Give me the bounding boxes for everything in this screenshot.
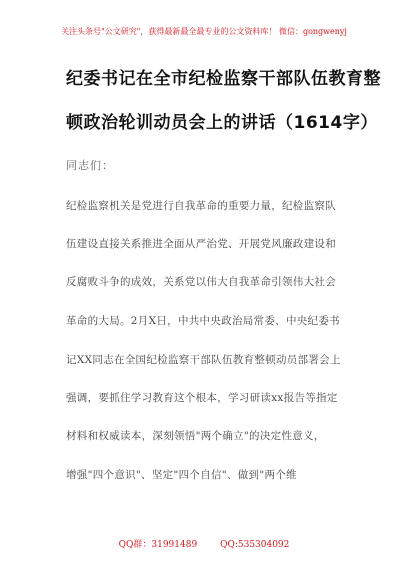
body-line: 记XX同志在全国纪检监察干部队伍教育整顿动员部署会上 bbox=[66, 354, 341, 366]
document-title-line-1: 纪委书记在全市纪检监察干部队伍教育整 bbox=[66, 69, 381, 89]
body-line: 增强"四个意识"、坚定"四个自信"、做到"两个维 bbox=[66, 469, 297, 481]
body-line: 伍建设直接关系推进全面从严治党、开展党风廉政建设和 bbox=[66, 238, 336, 250]
document-title-line-2: 顿政治轮训动员会上的讲话（1614字） bbox=[66, 113, 378, 133]
body-line: 材料和权威读本，深刻领悟"两个确立"的决定性意义， bbox=[66, 430, 325, 442]
footer-qq-number: QQ:535304092 bbox=[220, 540, 290, 550]
footer-contact bbox=[0, 537, 408, 550]
body-line: 反腐败斗争的成效，关系党以伟大自我革命引领伟大社会 bbox=[66, 276, 336, 288]
salutation: 同志们： bbox=[66, 159, 114, 172]
body-line: 强调，要抓住学习教育这个根本，学习研读xx报告等指定 bbox=[66, 392, 338, 404]
header-promo-note: 关注头条号"公文研究"，获得最新最全最专业的公文资料库！ 微信：gongwenyj bbox=[61, 27, 347, 36]
body-line: 纪检监察机关是党进行自我革命的重要力量，纪检监察队 bbox=[66, 200, 336, 212]
body-line: 革命的大局。2月X日，中共中央政治局常委、中央纪委书 bbox=[66, 315, 340, 327]
footer-qq-group: QQ群：31991489 bbox=[118, 540, 198, 550]
